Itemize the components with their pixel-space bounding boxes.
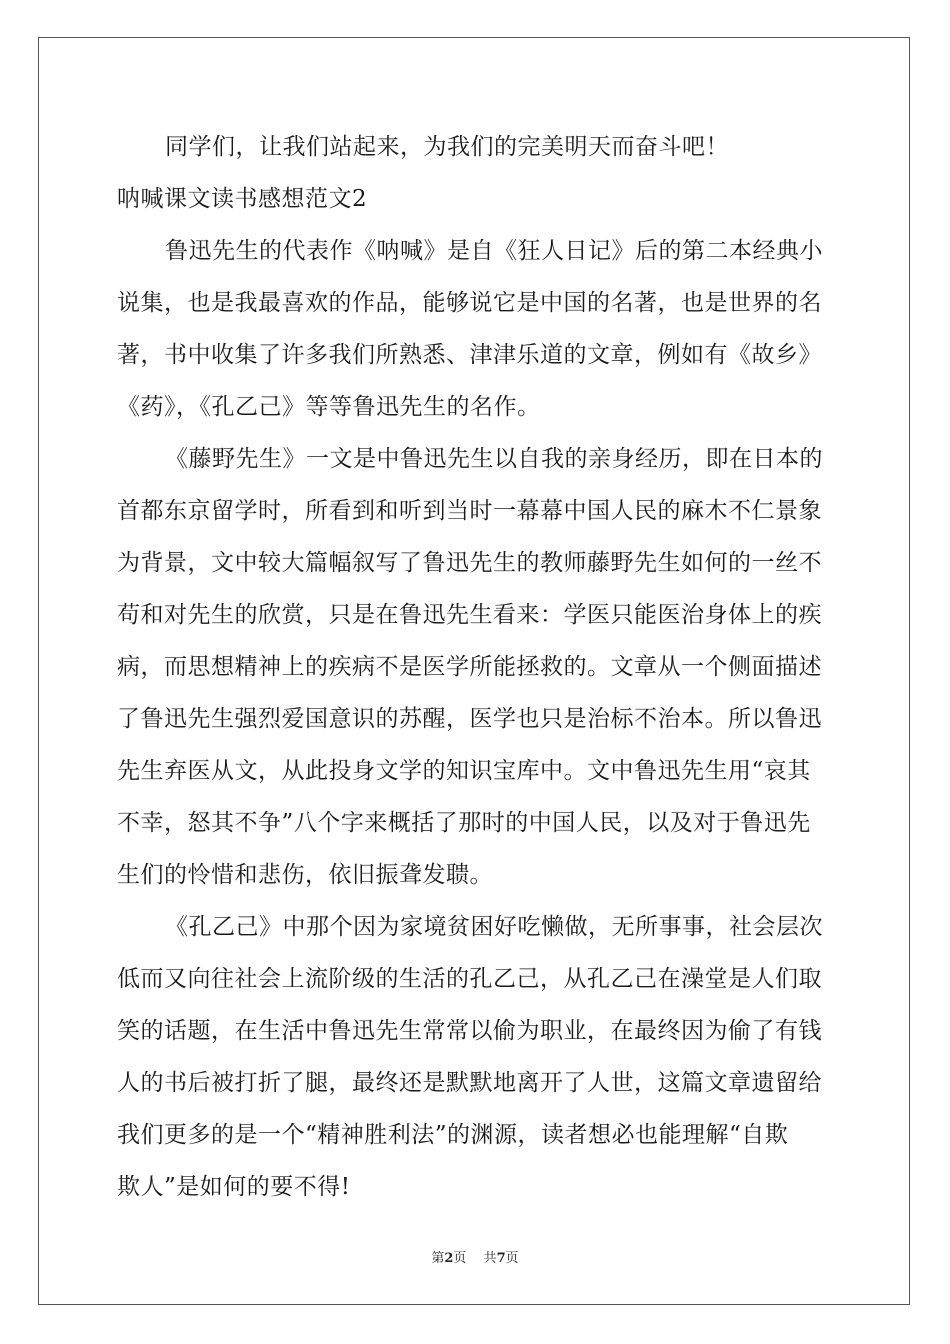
- text-line: 《药》，《孔乙己》等等鲁迅先生的名作。: [117, 394, 541, 420]
- text-line: 为背景，文中较大篇幅叙写了鲁迅先生的教师藤野先生如何的一丝不: [117, 550, 822, 576]
- text-line: 欺人”是如何的要不得!: [117, 1174, 351, 1200]
- text-line: 说集，也是我最喜欢的作品，能够说它是中国的名著，也是世界的名: [117, 290, 822, 316]
- text-line: 《藤野先生》一文是中鲁迅先生以自我的亲身经历，即在日本的: [165, 446, 823, 472]
- text-line: 我们更多的是一个“精神胜利法”的渊源，读者想必也能理解“自欺: [117, 1122, 789, 1148]
- document-body: [117, 128, 835, 1220]
- text-line: 《孔乙己》中那个因为家境贫困好吃懒做，无所事事，社会层次: [165, 914, 823, 940]
- text-line: 苟和对先生的欣赏，只是在鲁迅先生看来：学医只能医治身体上的疾: [117, 602, 822, 628]
- current-page-number: 2: [444, 1251, 454, 1266]
- page-label-suffix: 页: [505, 1251, 519, 1266]
- text-line: 同学们，让我们站起来，为我们的完美明天而奋斗吧！: [165, 134, 729, 160]
- text-line: 著，书中收集了许多我们所熟悉、津津乐道的文章，例如有《故乡》: [117, 342, 822, 368]
- text-line: 低而又向往社会上流阶级的生活的孔乙己，从孔乙己在澡堂是人们取: [117, 966, 822, 992]
- text-line: 笑的话题，在生活中鲁迅先生常常以偷为职业，在最终因为偷了有钱: [117, 1018, 822, 1044]
- text-line: 人的书后被打折了腿，最终还是默默地离开了人世，这篇文章遗留给: [117, 1070, 822, 1096]
- text-line: 首都东京留学时，所看到和听到当时一幕幕中国人民的麻木不仁景象: [117, 498, 822, 524]
- page-label-middle: 页 共: [453, 1251, 497, 1266]
- text-line: 病，而思想精神上的疾病不是医学所能拯救的。文章从一个侧面描述: [117, 654, 822, 680]
- text-line: 不幸，怒其不争”八个字来概括了那时的中国人民，以及对于鲁迅先: [117, 810, 811, 836]
- text-line: 先生弃医从文，从此投身文学的知识宝库中。文中鲁迅先生用“哀其: [117, 758, 811, 784]
- text-line: 呐喊课文读书感想范文2: [117, 186, 368, 212]
- page-label-prefix: 第: [431, 1251, 445, 1266]
- total-page-count: 7: [496, 1251, 506, 1266]
- text-line: 了鲁迅先生强烈爱国意识的苏醒，医学也只是治标不治本。所以鲁迅: [117, 706, 822, 732]
- page-footer: [0, 1247, 950, 1266]
- text-line: 鲁迅先生的代表作《呐喊》是自《狂人日记》后的第二本经典小: [165, 238, 823, 264]
- text-line: 生们的怜惜和悲伤，依旧振聋发聩。: [117, 862, 493, 888]
